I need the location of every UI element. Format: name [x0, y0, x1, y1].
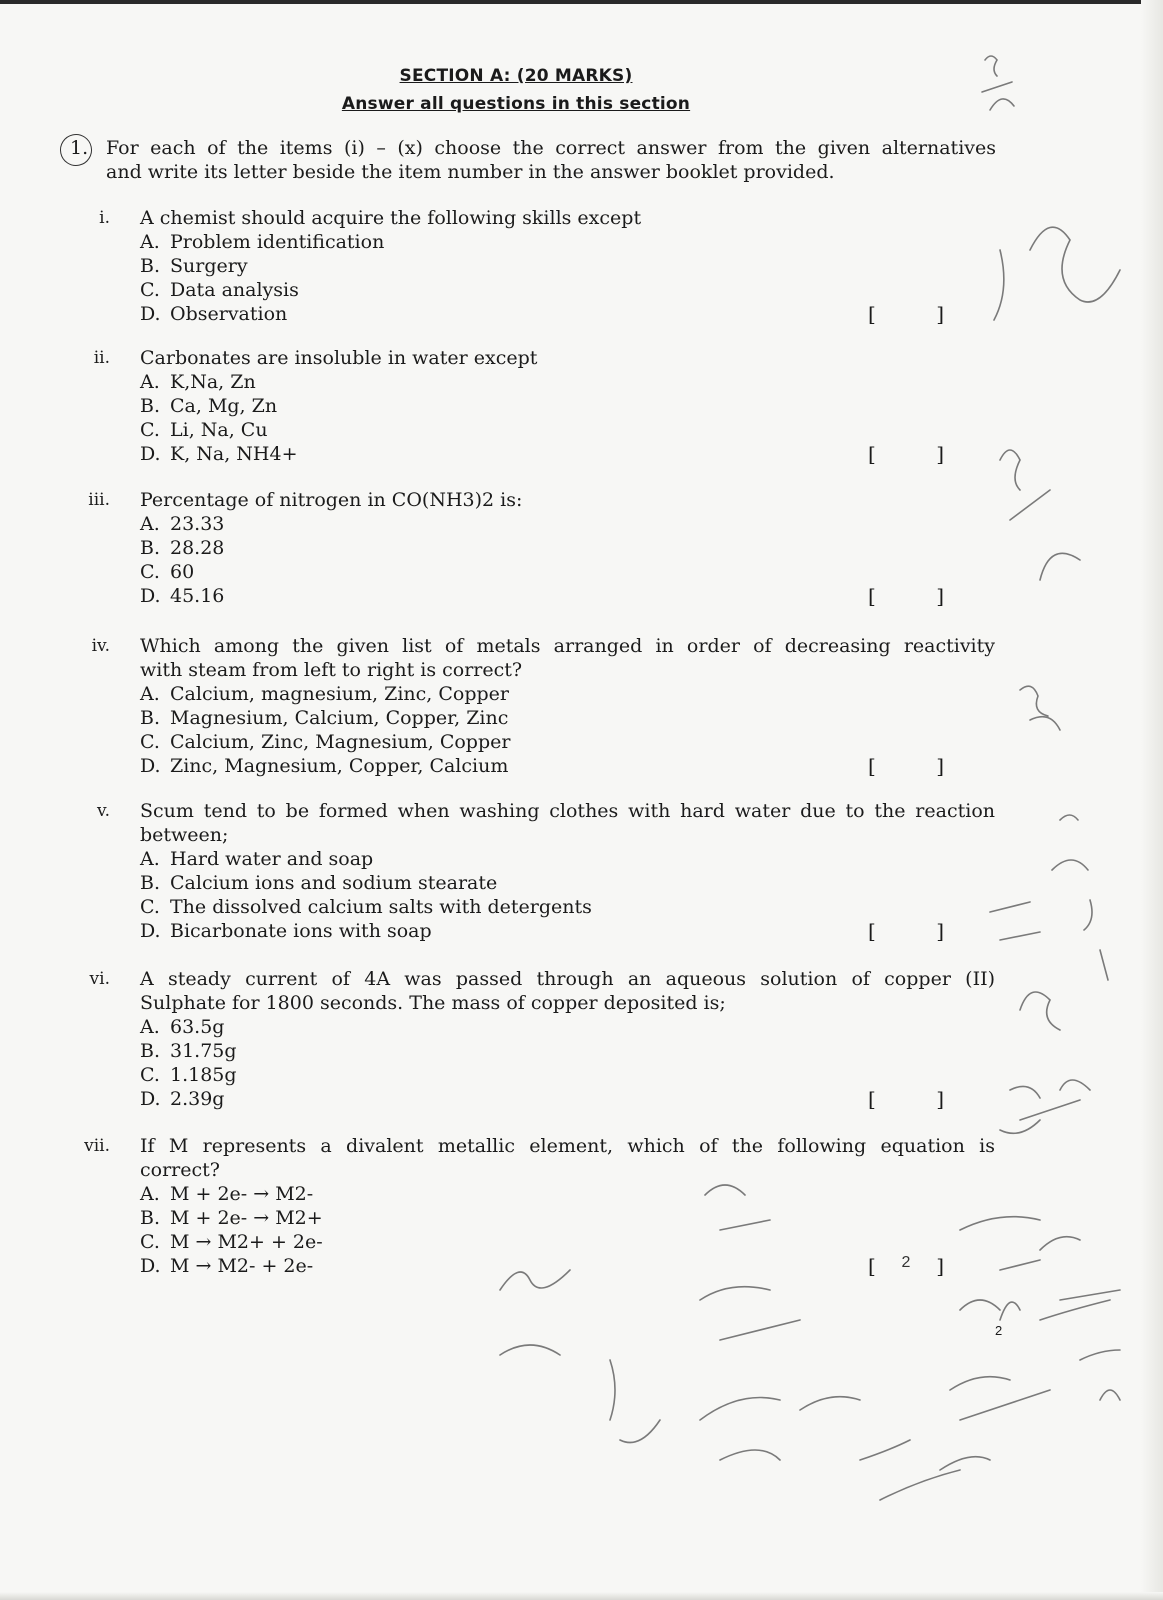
option-d: D. M → M2- + 2e-	[140, 1255, 314, 1277]
option-a: A. M + 2e- → M2-	[140, 1183, 314, 1205]
option-c: C. 60	[140, 561, 195, 583]
option-d: D. Bicarbonate ions with soap	[140, 920, 432, 942]
scribble-mark	[1040, 1237, 1120, 1400]
option-c: C. Data analysis	[140, 279, 299, 301]
scribble-mark	[700, 1287, 800, 1460]
option-c: C. Calcium, Zinc, Magnesium, Copper	[140, 731, 511, 753]
option-a: A. Problem identification	[140, 231, 385, 253]
item-stem-line-2: with steam from left to right is correct?	[140, 659, 523, 681]
answer-brackets: [ ]	[868, 1087, 944, 1111]
item-stem-line-1: Which among the given list of metals arranged in order of decreasing reactivity	[140, 635, 995, 657]
item-stem: Carbonates are insoluble in water except	[140, 347, 538, 369]
scribble-mark	[940, 1377, 1050, 1470]
option-b: B. 31.75g	[140, 1040, 237, 1062]
item-number: ii.	[93, 348, 110, 368]
section-title: SECTION A: (20 MARKS)	[399, 66, 633, 86]
scribble-mark	[1010, 1080, 1090, 1120]
item-stem-line-1: If M represents a divalent metallic element, which of the following equation is	[140, 1135, 995, 1157]
option-a: A. Calcium, magnesium, Zinc, Copper	[140, 683, 510, 705]
item-number: v.	[97, 801, 110, 821]
question-instruction-line-2: and write its letter beside the item number in the answer booklet provided.	[106, 161, 835, 183]
option-a: A. K,Na, Zn	[140, 371, 256, 393]
answer-brackets: [ ]	[868, 919, 944, 943]
option-c: C. 1.185g	[140, 1064, 237, 1086]
answer-brackets: [ ]	[868, 302, 944, 326]
scribble-mark	[800, 1397, 960, 1500]
option-a: A. 23.33	[140, 513, 225, 535]
option-b: B. Surgery	[140, 255, 248, 277]
scribble-mark	[990, 902, 1060, 1030]
option-c: C. Li, Na, Cu	[140, 419, 268, 441]
answer-brackets: [ ]	[868, 442, 944, 466]
option-b: B. M + 2e- → M2+	[140, 1207, 323, 1229]
scribble-mark	[982, 56, 1014, 110]
scribble-mark	[500, 1345, 660, 1443]
item-stem-line-2: Sulphate for 1800 seconds. The mass of copper deposited is;	[140, 992, 726, 1014]
option-d: D. 2.39g	[140, 1088, 225, 1110]
item-number: iv.	[91, 636, 110, 656]
item-stem-line-1: Scum tend to be formed when washing clothes with hard water due to the reaction	[140, 800, 995, 822]
option-d: D. 45.16	[140, 585, 225, 607]
option-b: B. Magnesium, Calcium, Copper, Zinc	[140, 707, 509, 729]
scribble-mark	[1000, 450, 1080, 580]
scribble-mark	[960, 1217, 1040, 1320]
option-b: B. Calcium ions and sodium stearate	[140, 872, 498, 894]
section-instruction: Answer all questions in this section	[341, 94, 691, 114]
question-number: 1.	[70, 137, 89, 159]
scribble-mark	[1020, 686, 1060, 730]
option-b: B. Ca, Mg, Zn	[140, 395, 278, 417]
page-number: 2	[995, 1323, 1003, 1338]
item-number: i.	[99, 208, 110, 228]
answer-brackets: [ ]	[868, 754, 944, 778]
option-b: B. 28.28	[140, 537, 225, 559]
option-c: C. The dissolved calcium salts with detergents	[140, 896, 592, 918]
item-number: vi.	[89, 969, 110, 989]
scribble-mark	[500, 1185, 770, 1290]
item-stem-line-2: between;	[140, 824, 229, 846]
item-number: vii.	[84, 1136, 110, 1156]
answer-brackets: [ 2 ]	[868, 1254, 944, 1278]
scribble-mark	[1052, 815, 1108, 980]
scribble-mark	[1000, 1120, 1040, 1133]
option-a: A. 63.5g	[140, 1016, 225, 1038]
question-instruction-line-1: For each of the items (i) – (x) choose the correct answer from the given alternatives	[106, 137, 996, 159]
item-stem: Percentage of nitrogen in CO(NH3)2 is:	[140, 489, 523, 511]
item-stem-line-2: correct?	[140, 1159, 220, 1181]
option-d: D. K, Na, NH4+	[140, 443, 298, 465]
item-number: iii.	[88, 490, 110, 510]
item-stem: A chemist should acquire the following skills except	[140, 207, 642, 229]
answer-brackets: [ ]	[868, 584, 944, 608]
option-a: A. Hard water and soap	[140, 848, 374, 870]
option-c: C. M → M2+ + 2e-	[140, 1231, 323, 1253]
handwritten-answer: 2	[901, 1254, 911, 1271]
scribble-mark	[994, 227, 1120, 320]
option-d: D. Observation	[140, 303, 288, 325]
option-d: D. Zinc, Magnesium, Copper, Calcium	[140, 755, 509, 777]
item-stem-line-1: A steady current of 4A was passed through an aqueous solution of copper (II)	[140, 968, 995, 990]
